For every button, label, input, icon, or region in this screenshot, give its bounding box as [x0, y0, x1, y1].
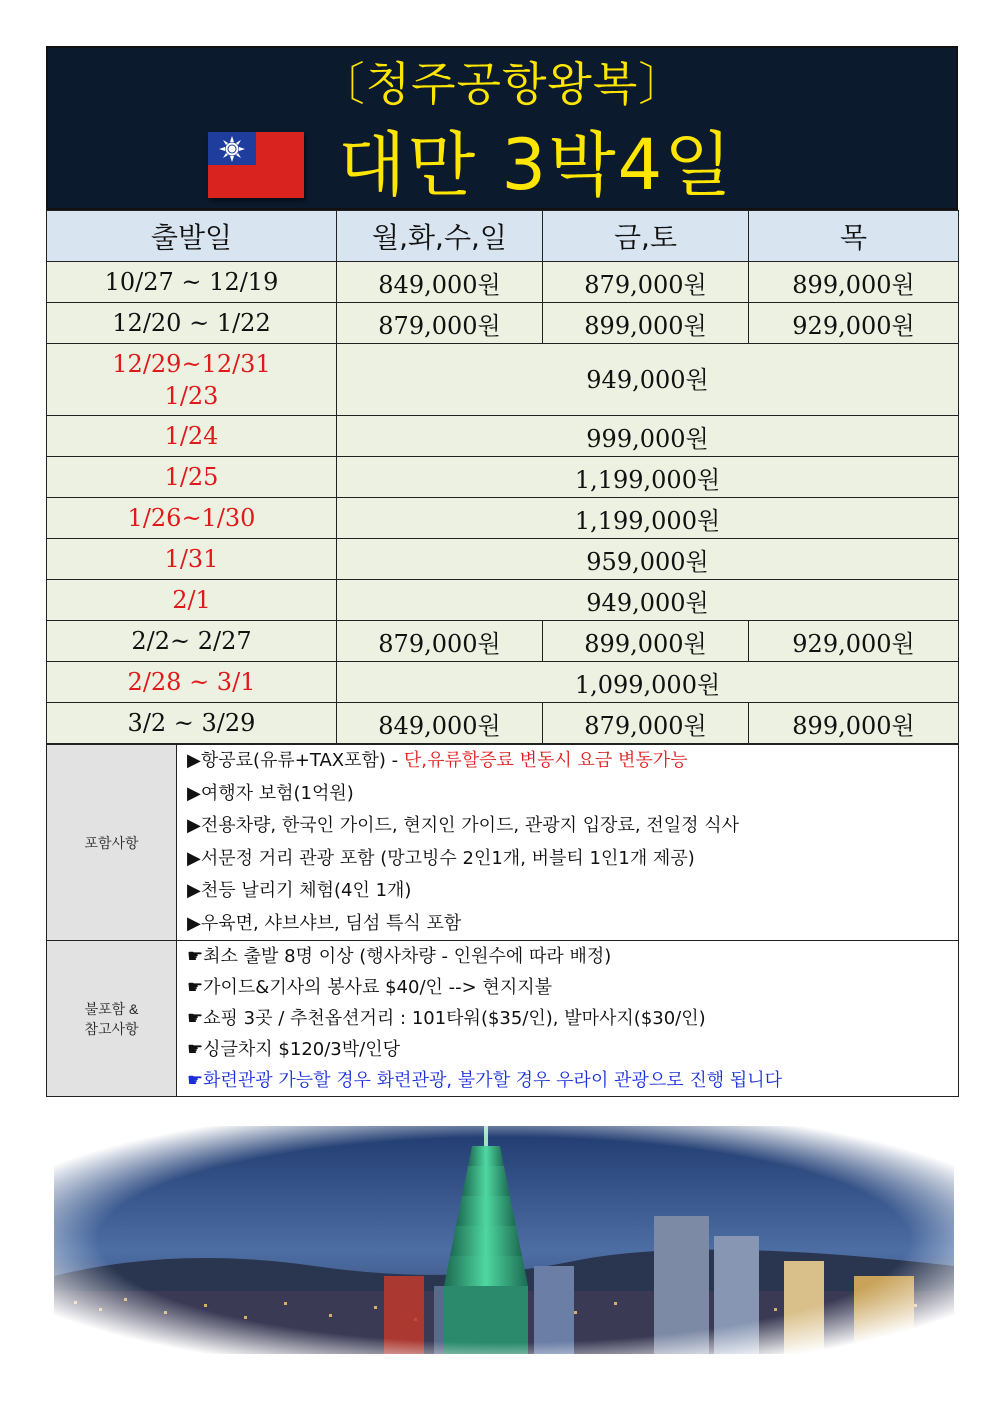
price-cell: 1,199,000원: [337, 498, 959, 539]
included-section: [47, 745, 959, 941]
fuel-surcharge-warning: 단,유류할증료 변동시 요금 변동가능: [403, 750, 688, 771]
price-cell: 899,000원: [543, 303, 749, 344]
tour-subtitle: 대만 3박4일: [338, 124, 734, 206]
list-item: ☛최소 출발 8명 이상 (행사차량 - 인원수에 따라 배정): [187, 946, 612, 967]
price-cell: 849,000원: [337, 262, 543, 303]
taiwan-flag-icon: [208, 132, 304, 198]
list-item: ☛화련관광 가능할 경우 화련관광, 불가할 경우 우라이 관광으로 진행 됩니다: [187, 1070, 782, 1091]
tour-flyer: [46, 46, 958, 1097]
excluded-list: [177, 941, 959, 1097]
price-table-header: [47, 211, 959, 262]
departure-date: 2/28 ~ 3/1: [47, 662, 337, 703]
list-item: ☛가이드&기사의 봉사료 $40/인 --> 현지지불: [187, 977, 552, 998]
list-item: [187, 745, 958, 778]
col-mon-tue-wed-sun: 월,화,수,일: [337, 211, 543, 262]
item-text: ▶항공료(유류+TAX포함) -: [187, 750, 404, 771]
table-row: [47, 303, 959, 344]
list-item: ▶여행자 보험(1억원): [187, 782, 354, 804]
price-cell: 949,000원: [337, 344, 959, 416]
table-row: [47, 539, 959, 580]
col-thu: 목: [749, 211, 959, 262]
price-cell: 949,000원: [337, 580, 959, 621]
date-line: 12/29~12/31: [112, 349, 271, 378]
price-cell: 999,000원: [337, 416, 959, 457]
notes-table: [46, 744, 959, 1097]
excluded-label: [47, 941, 177, 1097]
price-cell: 959,000원: [337, 539, 959, 580]
excluded-section: [47, 941, 959, 1097]
list-item: ▶전용차량, 한국인 가이드, 현지인 가이드, 관광지 입장료, 전일정 식사: [187, 815, 739, 836]
list-item: ▶우육면, 샤브샤브, 딤섬 특식 포함: [187, 912, 462, 934]
included-label: 포함사항: [47, 745, 177, 941]
departure-date: 2/1: [47, 580, 337, 621]
price-cell: 879,000원: [543, 262, 749, 303]
included-list: [177, 745, 959, 941]
label-line: 참고사항: [84, 1020, 139, 1037]
price-cell: 929,000원: [749, 303, 959, 344]
table-row: [47, 416, 959, 457]
date-line: 1/23: [164, 381, 219, 410]
price-cell: 929,000원: [749, 621, 959, 662]
price-cell: 879,000원: [337, 621, 543, 662]
table-row: [47, 457, 959, 498]
price-cell: 899,000원: [543, 621, 749, 662]
label-line: 불포함 &: [84, 1000, 139, 1017]
departure-date: [47, 344, 337, 416]
departure-date: 3/2 ~ 3/29: [47, 703, 337, 744]
table-row: [47, 662, 959, 703]
departure-date: 10/27 ~ 12/19: [47, 262, 337, 303]
list-item: ▶서문정 거리 관광 포함 (망고빙수 2인1개, 버블티 1인1개 제공): [187, 847, 695, 869]
departure-date: 1/26~1/30: [47, 498, 337, 539]
departure-date: 12/20 ~ 1/22: [47, 303, 337, 344]
price-cell: 899,000원: [749, 703, 959, 744]
table-row: [47, 498, 959, 539]
route-title: 〔청주공항왕복〕: [318, 57, 686, 111]
price-cell: 1,199,000원: [337, 457, 959, 498]
title-banner: [46, 46, 958, 210]
list-item: ☛싱글차지 $120/3박/인당: [187, 1039, 400, 1060]
price-table: [46, 210, 959, 744]
table-row: [47, 580, 959, 621]
departure-date: 1/31: [47, 539, 337, 580]
departure-date: 2/2~ 2/27: [47, 621, 337, 662]
departure-date: 1/24: [47, 416, 337, 457]
price-cell: 879,000원: [337, 303, 543, 344]
list-item: ▶천등 날리기 체험(4인 1개): [187, 880, 412, 901]
table-row: [47, 703, 959, 744]
price-cell: 1,099,000원: [337, 662, 959, 703]
col-departure-date: 출발일: [47, 211, 337, 262]
price-cell: 899,000원: [749, 262, 959, 303]
table-row: [47, 621, 959, 662]
list-item: ☛쇼핑 3곳 / 추천옵션거리 : 101타워($35/인), 발마사지($30/인): [187, 1008, 706, 1029]
taipei-101-night-skyline-image: [54, 1126, 954, 1354]
departure-date: 1/25: [47, 457, 337, 498]
price-cell: 879,000원: [543, 703, 749, 744]
price-cell: 849,000원: [337, 703, 543, 744]
table-row: [47, 262, 959, 303]
col-fri-sat: 금,토: [543, 211, 749, 262]
table-row: [47, 344, 959, 416]
